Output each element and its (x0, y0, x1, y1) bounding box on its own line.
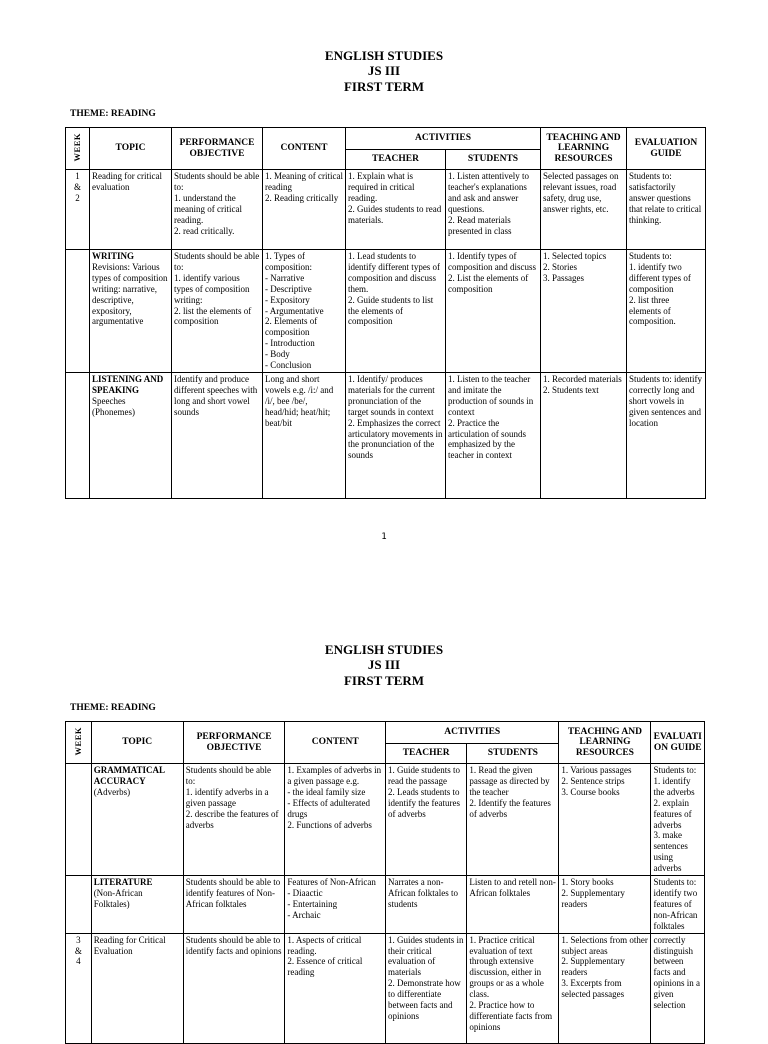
week-cell (66, 372, 90, 498)
activities-header: ACTIVITIES (386, 722, 559, 744)
topic-cell (90, 170, 172, 250)
topic-text: Revisions: Various types of composition writing: narrative, descriptive, expository, argumentative (92, 261, 168, 327)
students-header: STUDENTS (446, 150, 541, 170)
page-number: 1 (381, 532, 387, 542)
content-cell: Features of Non-African - Diaactic - Entertaining - Archaic (285, 876, 386, 934)
teacher-header: TEACHER (346, 150, 446, 170)
table-row (66, 933, 705, 1043)
evaluation-cell: correctly distinguish between facts and opinions in a given selection (651, 933, 705, 1043)
resources-cell: 1. Selections from other subject areas 2. Supplementary readers 3. Excerpts from selected passages (559, 933, 651, 1043)
content-cell: 1. Examples of adverbs in a given passage e.g. - the ideal family size - Effects of adulterated drugs 2. Functions of adverbs (285, 764, 386, 876)
topic-cell (91, 764, 183, 876)
objective-cell: Students should be able to: 1. identify adverbs in a given passage 2. describe the features of adverbs (183, 764, 285, 876)
students-cell: 1. Listen attentively to teacher's explanations and ask and answer questions. 2. Read materials presented in class (446, 170, 541, 250)
page1-title-line1: ENGLISH STUDIES (324, 48, 444, 63)
page1-title-line2: JS III (367, 63, 401, 78)
week-cell (66, 764, 92, 876)
page1-scheme-table (65, 127, 706, 499)
week-cell (66, 250, 90, 373)
resources-cell: 1. Story books 2. Supplementary readers (559, 876, 651, 934)
objective-cell: Students should be able to: 1. identify various types of composition writing: 2. list the elements of composition (172, 250, 263, 373)
resources-cell: Selected passages on relevant issues, road safety, drug use, answer rights, etc. (541, 170, 627, 250)
page2-title-line3: FIRST TERM (343, 673, 425, 688)
page2-title-line2: JS III (367, 657, 401, 672)
page2-scheme-table (65, 721, 705, 1044)
evaluation-cell: Students to: 1. identify the adverbs 2. explain features of adverbs 3. make sentences using adverbs (651, 764, 705, 876)
topic-heading: LISTENING AND SPEAKING (92, 373, 164, 395)
content-header: CONTENT (263, 128, 346, 170)
students-cell: 1. Identify types of composition and discuss 2. List the elements of composition (446, 250, 541, 373)
topic-cell (90, 250, 172, 373)
week-header: WEEK (66, 722, 92, 764)
topic-header: TOPIC (91, 722, 183, 764)
content-header: CONTENT (285, 722, 386, 764)
teacher-cell: 1. Identify/ produces materials for the current pronunciation of the target sounds in context 2. Emphasizes the correct articulatory movements in the pronunciation of the sounds (346, 372, 446, 498)
objective-cell: Identify and produce different speeches with long and short vowel sounds (172, 372, 263, 498)
evaluation-cell: Students to: satisfactorily answer questions that relate to critical thinking. (627, 170, 706, 250)
students-header: STUDENTS (467, 744, 559, 764)
page2-theme: THEME: READING (70, 703, 156, 713)
evaluation-header: EVALUATION GUIDE (651, 722, 705, 764)
objective-cell: Students should be able to identify features of Non-African folktales (183, 876, 285, 934)
teacher-cell: 1. Guide students to read the passage 2. Leads students to identify the features of adverbs (386, 764, 467, 876)
topic-text: Reading for critical evaluation (92, 171, 162, 192)
activities-header: ACTIVITIES (346, 128, 541, 150)
content-cell: 1. Meaning of critical reading 2. Reading critically (263, 170, 346, 250)
table-row (66, 170, 706, 250)
teacher-cell: 1. Guides students in their critical evaluation of materials 2. Demonstrate how to differentiate between facts and opinions (386, 933, 467, 1043)
table-row (66, 372, 706, 498)
resources-header: TEACHING AND LEARNING RESOURCES (559, 722, 651, 764)
objective-header: PERFORMANCE OBJECTIVE (183, 722, 285, 764)
week-cell: 3 & 4 (66, 933, 92, 1043)
content-cell: 1. Aspects of critical reading. 2. Essence of critical reading (285, 933, 386, 1043)
resources-cell: 1. Recorded materials 2. Students text (541, 372, 627, 498)
evaluation-cell: Students to: identify two features of non-African folktales (651, 876, 705, 934)
content-cell: Long and short vowels e.g. /i:/ and /i/, bee /be/, head/hid; heat/hit; beat/bit (263, 372, 346, 498)
teacher-header: TEACHER (386, 744, 467, 764)
students-cell: 1. Read the given passage as directed by the teacher 2. Identify the features of adverbs (467, 764, 559, 876)
teacher-cell: 1. Explain what is required in critical reading. 2. Guides students to read materials. (346, 170, 446, 250)
resources-cell: 1. Various passages 2. Sentence strips 3. Course books (559, 764, 651, 876)
table-row (66, 876, 705, 934)
evaluation-cell: Students to: identify correctly long and short vowels in given sentences and location (627, 372, 706, 498)
page1-title-line3: FIRST TERM (343, 79, 425, 94)
teacher-cell: Narrates a non-African folktales to students (386, 876, 467, 934)
week-header: WEEK (66, 128, 90, 170)
topic-text: Speeches (Phonemes) (92, 395, 135, 417)
topic-cell (90, 372, 172, 498)
topic-cell (91, 933, 183, 1043)
week-cell (66, 876, 92, 934)
objective-cell: Students should be able to identify facts and opinions (183, 933, 285, 1043)
topic-heading: GRAMMATICAL ACCURACY (93, 765, 165, 786)
resources-cell: 1. Selected topics 2. Stories 3. Passages (541, 250, 627, 373)
topic-text: (Non-African Folktales) (93, 887, 143, 909)
evaluation-cell: Students to: 1. identify two different types of composition 2. list three elements of composition. (627, 250, 706, 373)
topic-heading: WRITING (92, 251, 135, 261)
resources-header: TEACHING AND LEARNING RESOURCES (541, 128, 627, 170)
teacher-cell: 1. Lead students to identify different types of composition and discuss them. 2. Guide students to list the elements of composition (346, 250, 446, 373)
objective-header: PERFORMANCE OBJECTIVE (172, 128, 263, 170)
topic-header: TOPIC (90, 128, 172, 170)
week-cell: 1 & 2 (66, 170, 90, 250)
topic-text: (Adverbs) (93, 786, 131, 797)
students-cell: 1. Listen to the teacher and imitate the production of sounds in context 2. Practice the articulation of sounds emphasized by the teacher in context (446, 372, 541, 498)
topic-cell (91, 876, 183, 934)
evaluation-header: EVALUATION GUIDE (627, 128, 706, 170)
table-row (66, 250, 706, 373)
students-cell: Listen to and retell non-African folktales (467, 876, 559, 934)
students-cell: 1. Practice critical evaluation of text through extensive discussion, either in groups or as a whole class. 2. Practice how to differentiate facts from opinions (467, 933, 559, 1043)
content-cell: 1. Types of composition: - Narrative - Descriptive - Expository - Argumentative 2. Elements of composition - Introduction - Body - Conclusion (263, 250, 346, 373)
table-row (66, 764, 705, 876)
topic-text: Reading for Critical Evaluation (93, 934, 166, 956)
objective-cell: Students should be able to: 1. understand the meaning of critical reading. 2. read critically. (172, 170, 263, 250)
page1-theme: THEME: READING (70, 109, 156, 119)
page2-title-line1: ENGLISH STUDIES (324, 642, 444, 657)
topic-heading: LITERATURE (93, 877, 153, 888)
